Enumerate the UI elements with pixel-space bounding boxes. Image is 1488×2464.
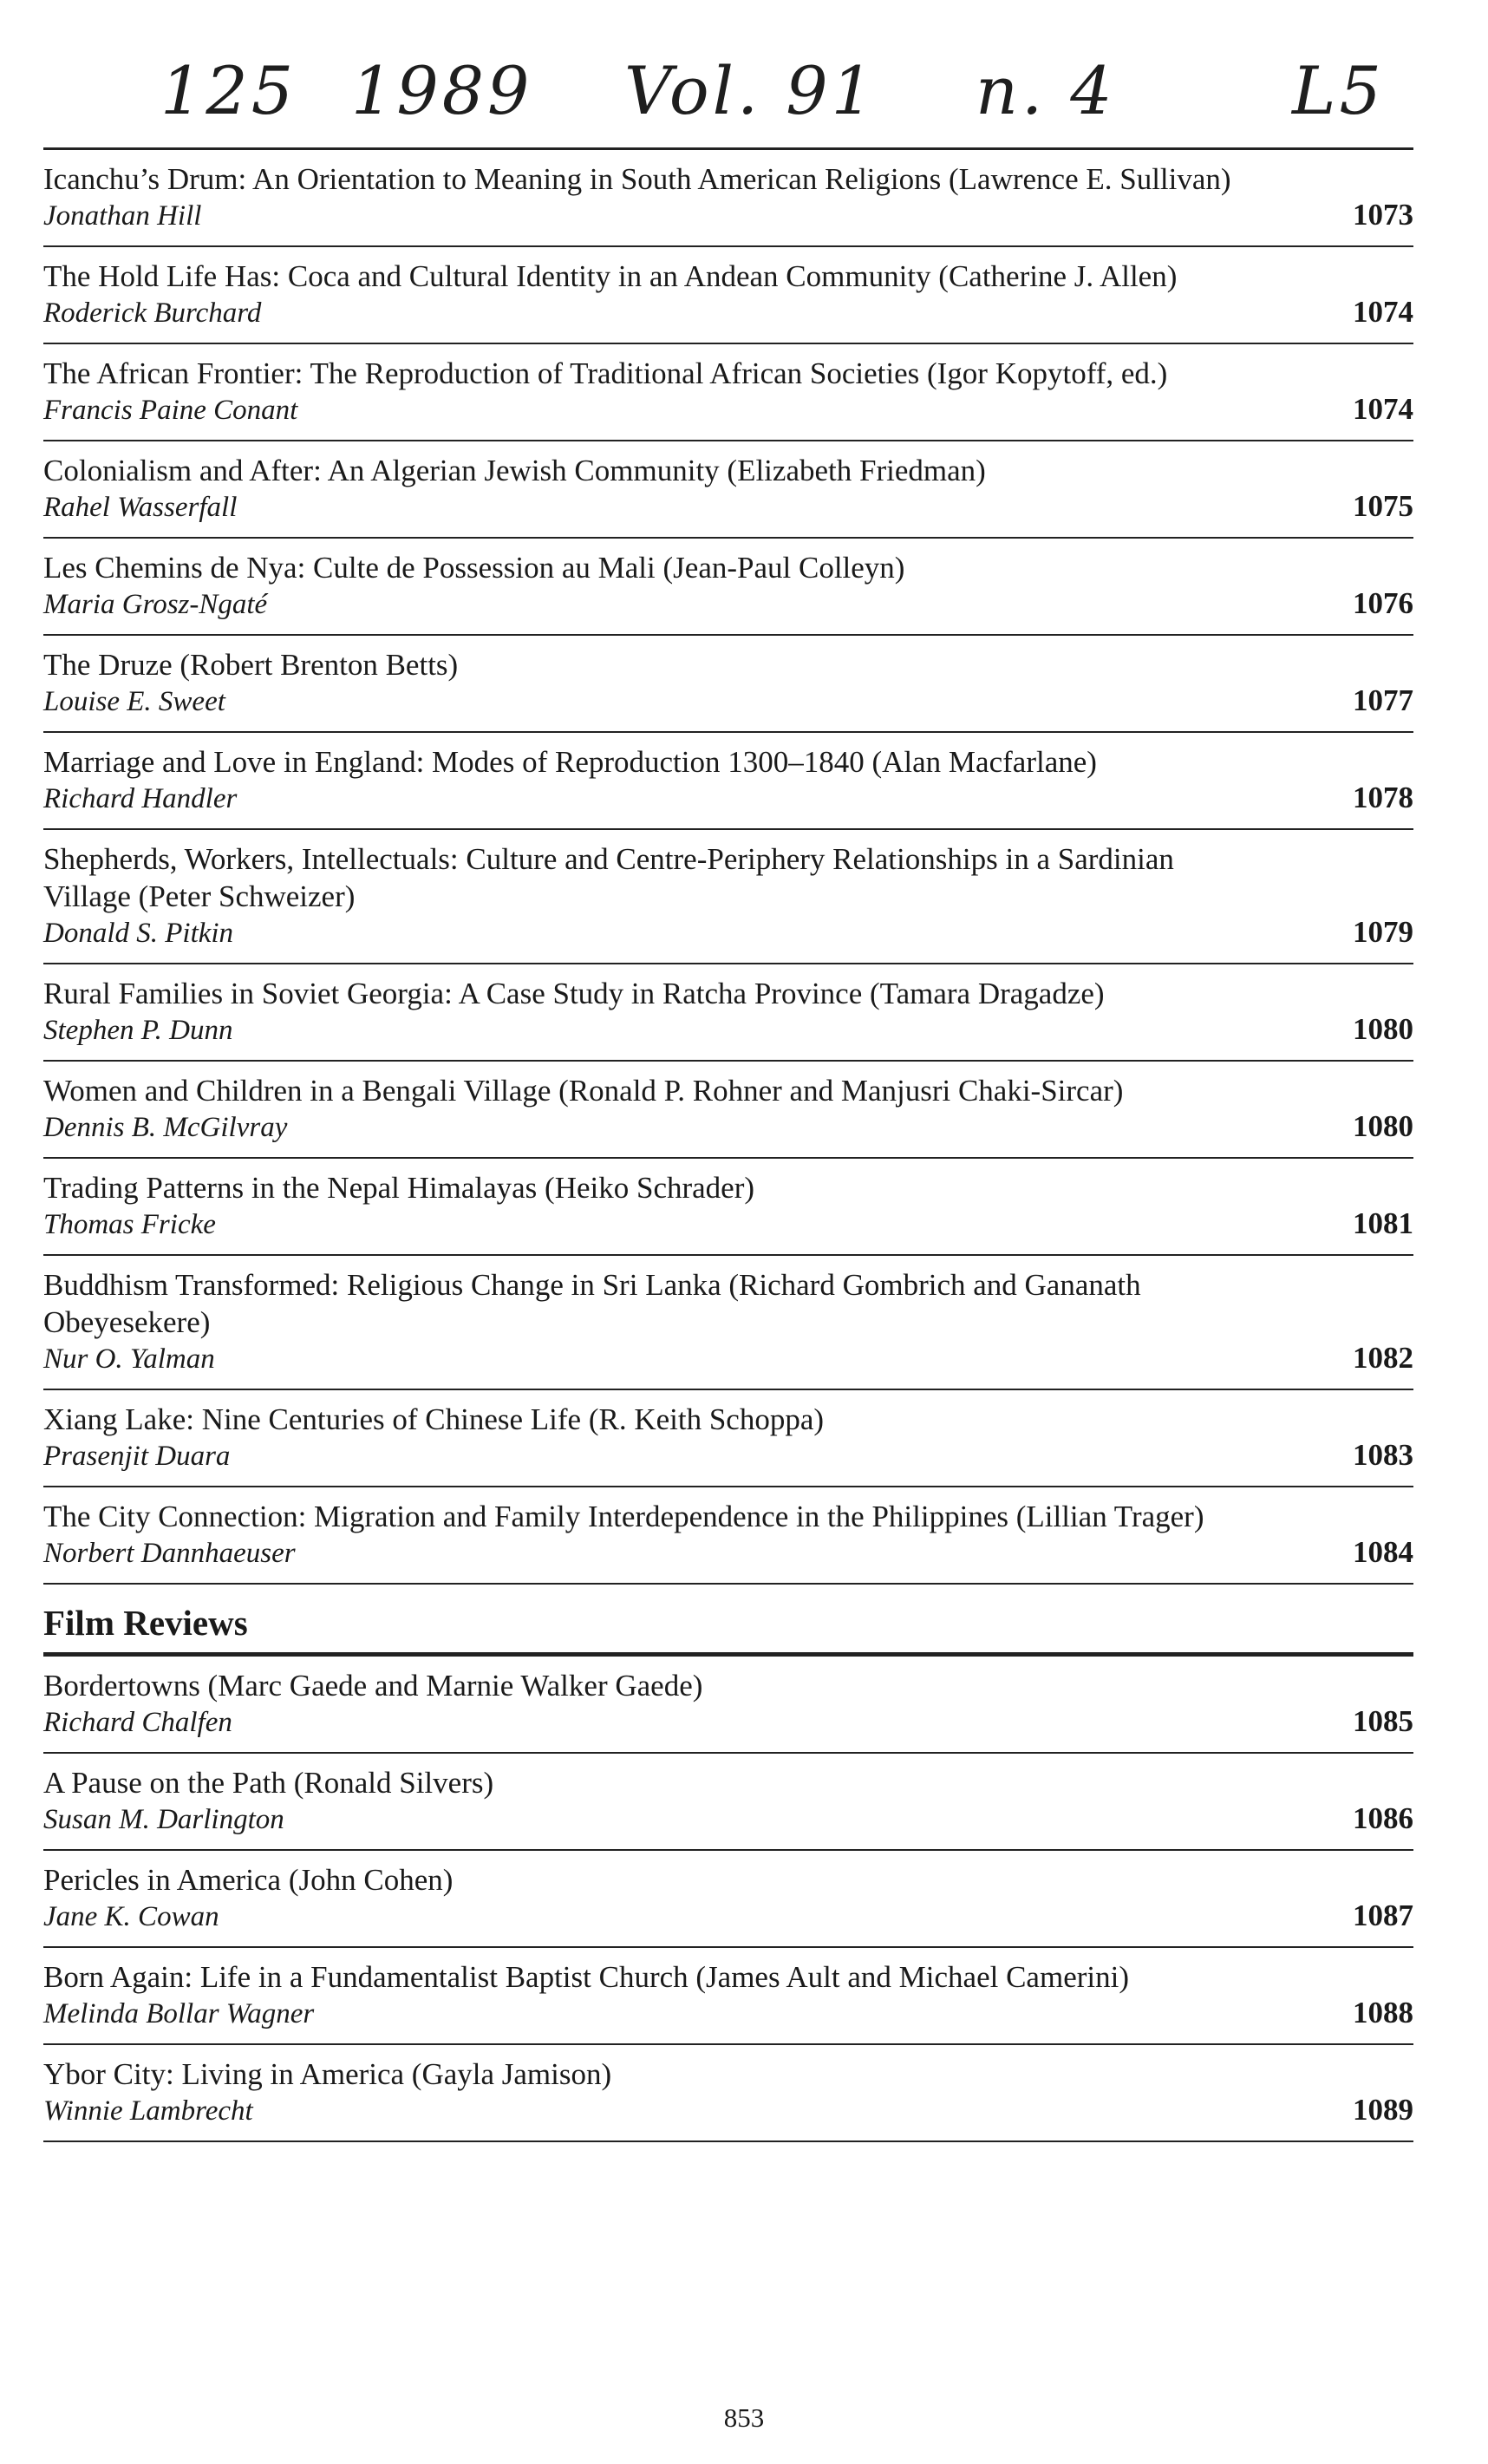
entry-reviewer: Norbert Dannhaeuser bbox=[43, 1538, 296, 1569]
entry-page-number: 1080 bbox=[1353, 1109, 1413, 1143]
entry-title: Bordertowns (Marc Gaede and Marnie Walker Gaede) bbox=[43, 1669, 703, 1703]
entry-title: Rural Families in Soviet Georgia: A Case Study in Ratcha Province (Tamara Dragadze) bbox=[43, 977, 1105, 1010]
handwritten-note-part: 125 bbox=[160, 52, 297, 129]
entry-reviewer: Stephen P. Dunn bbox=[43, 1015, 233, 1046]
handwritten-note-part: n. 4 bbox=[976, 52, 1116, 129]
toc-entry bbox=[43, 247, 1413, 344]
toc-entry bbox=[43, 964, 1413, 1062]
entry-title: Pericles in America (John Cohen) bbox=[43, 1863, 454, 1897]
entry-reviewer: Melinda Bollar Wagner bbox=[43, 1998, 315, 2029]
toc-entry bbox=[43, 2045, 1413, 2142]
entry-reviewer: Susan M. Darlington bbox=[43, 1804, 284, 1835]
handwritten-note-part: 1989 bbox=[351, 52, 533, 129]
entry-page-number: 1089 bbox=[1353, 2093, 1413, 2127]
entry-title: Les Chemins de Nya: Culte de Possession au Mali (Jean-Paul Colleyn) bbox=[43, 551, 905, 585]
entry-page-number: 1082 bbox=[1353, 1341, 1413, 1375]
toc-entry bbox=[43, 441, 1413, 539]
handwritten-note-part: Vol. 91 bbox=[624, 52, 877, 129]
entry-page-number: 1086 bbox=[1353, 1801, 1413, 1835]
entry-title: A Pause on the Path (Ronald Silvers) bbox=[43, 1766, 494, 1800]
entry-title: Buddhism Transformed: Religious Change in Sri Lanka (Richard Gombrich and Gananath Obeyesekere) bbox=[43, 1268, 1141, 1339]
film-reviews-heading: Film Reviews bbox=[43, 1585, 1413, 1657]
entry-reviewer: Francis Paine Conant bbox=[43, 395, 298, 426]
handwritten-catalog-note bbox=[0, 35, 1488, 147]
toc-entry bbox=[43, 1062, 1413, 1159]
entry-reviewer: Richard Handler bbox=[43, 783, 238, 814]
toc-entry bbox=[43, 1159, 1413, 1256]
toc-entry bbox=[43, 1256, 1413, 1390]
entry-reviewer: Louise E. Sweet bbox=[43, 686, 225, 717]
page-number: 853 bbox=[723, 2402, 765, 2433]
entry-title: Women and Children in a Bengali Village (Ronald P. Rohner and Manjusri Chaki-Sircar) bbox=[43, 1074, 1124, 1108]
entry-reviewer: Maria Grosz-Ngaté bbox=[43, 589, 268, 620]
toc-entry bbox=[43, 1851, 1413, 1948]
toc-entry bbox=[43, 539, 1413, 636]
entry-reviewer: Roderick Burchard bbox=[43, 297, 262, 329]
toc-entry bbox=[43, 1390, 1413, 1487]
entry-title: Born Again: Life in a Fundamentalist Baptist Church (James Ault and Michael Camerini) bbox=[43, 1960, 1129, 1994]
entry-reviewer: Richard Chalfen bbox=[43, 1707, 232, 1738]
entry-page-number: 1080 bbox=[1353, 1012, 1413, 1046]
entry-reviewer: Dennis B. McGilvray bbox=[43, 1112, 288, 1143]
entry-title: The African Frontier: The Reproduction of Traditional African Societies (Igor Kopytoff, ed.) bbox=[43, 356, 1168, 390]
entry-title: Trading Patterns in the Nepal Himalayas (Heiko Schrader) bbox=[43, 1171, 755, 1205]
entry-reviewer: Nur O. Yalman bbox=[43, 1343, 215, 1375]
entry-reviewer: Jane K. Cowan bbox=[43, 1901, 219, 1932]
toc-entry bbox=[43, 344, 1413, 441]
entry-page-number: 1074 bbox=[1353, 295, 1413, 329]
toc-entry bbox=[43, 1487, 1413, 1585]
entry-title: Shepherds, Workers, Intellectuals: Culture and Centre-Periphery Relationships in a Sardinian Village (Peter Schweizer) bbox=[43, 842, 1174, 913]
entry-title: Marriage and Love in England: Modes of Reproduction 1300–1840 (Alan Macfarlane) bbox=[43, 745, 1097, 779]
entry-page-number: 1075 bbox=[1353, 489, 1413, 523]
entry-page-number: 1078 bbox=[1353, 781, 1413, 814]
entry-reviewer: Donald S. Pitkin bbox=[43, 918, 234, 949]
entry-title: The Hold Life Has: Coca and Cultural Identity in an Andean Community (Catherine J. Allen) bbox=[43, 259, 1178, 293]
entry-page-number: 1085 bbox=[1353, 1704, 1413, 1738]
entry-page-number: 1076 bbox=[1353, 586, 1413, 620]
toc-entry bbox=[43, 830, 1413, 964]
entry-title: Colonialism and After: An Algerian Jewish Community (Elizabeth Friedman) bbox=[43, 454, 986, 487]
toc-entry bbox=[43, 636, 1413, 733]
table-of-contents bbox=[43, 147, 1413, 2142]
entry-page-number: 1081 bbox=[1353, 1206, 1413, 1240]
entry-reviewer: Winnie Lambrecht bbox=[43, 2095, 253, 2127]
entry-reviewer: Thomas Fricke bbox=[43, 1209, 216, 1240]
toc-entry bbox=[43, 150, 1413, 247]
entry-title: The Druze (Robert Brenton Betts) bbox=[43, 648, 459, 682]
entry-page-number: 1084 bbox=[1353, 1535, 1413, 1569]
entry-page-number: 1079 bbox=[1353, 915, 1413, 949]
entry-page-number: 1083 bbox=[1353, 1438, 1413, 1472]
toc-entry bbox=[43, 1657, 1413, 1754]
entry-reviewer: Rahel Wasserfall bbox=[43, 492, 238, 523]
toc-entry bbox=[43, 733, 1413, 830]
entry-page-number: 1073 bbox=[1353, 198, 1413, 232]
entry-title: Ybor City: Living in America (Gayla Jamison) bbox=[43, 2057, 612, 2091]
entry-reviewer: Prasenjit Duara bbox=[43, 1441, 231, 1472]
entry-page-number: 1088 bbox=[1353, 1996, 1413, 2029]
handwritten-note-part: L5 bbox=[1292, 52, 1385, 129]
film-review-list bbox=[43, 1657, 1413, 2142]
entry-page-number: 1087 bbox=[1353, 1899, 1413, 1932]
entry-page-number: 1074 bbox=[1353, 392, 1413, 426]
entry-title: Icanchu’s Drum: An Orientation to Meaning in South American Religions (Lawrence E. Sullivan) bbox=[43, 162, 1231, 196]
entry-page-number: 1077 bbox=[1353, 683, 1413, 717]
entry-reviewer: Jonathan Hill bbox=[43, 200, 202, 232]
toc-entry bbox=[43, 1754, 1413, 1851]
entry-title: Xiang Lake: Nine Centuries of Chinese Life (R. Keith Schoppa) bbox=[43, 1402, 825, 1436]
toc-entry bbox=[43, 1948, 1413, 2045]
book-review-list bbox=[43, 150, 1413, 1585]
entry-title: The City Connection: Migration and Family Interdependence in the Philippines (Lillian Trager) bbox=[43, 1500, 1204, 1533]
